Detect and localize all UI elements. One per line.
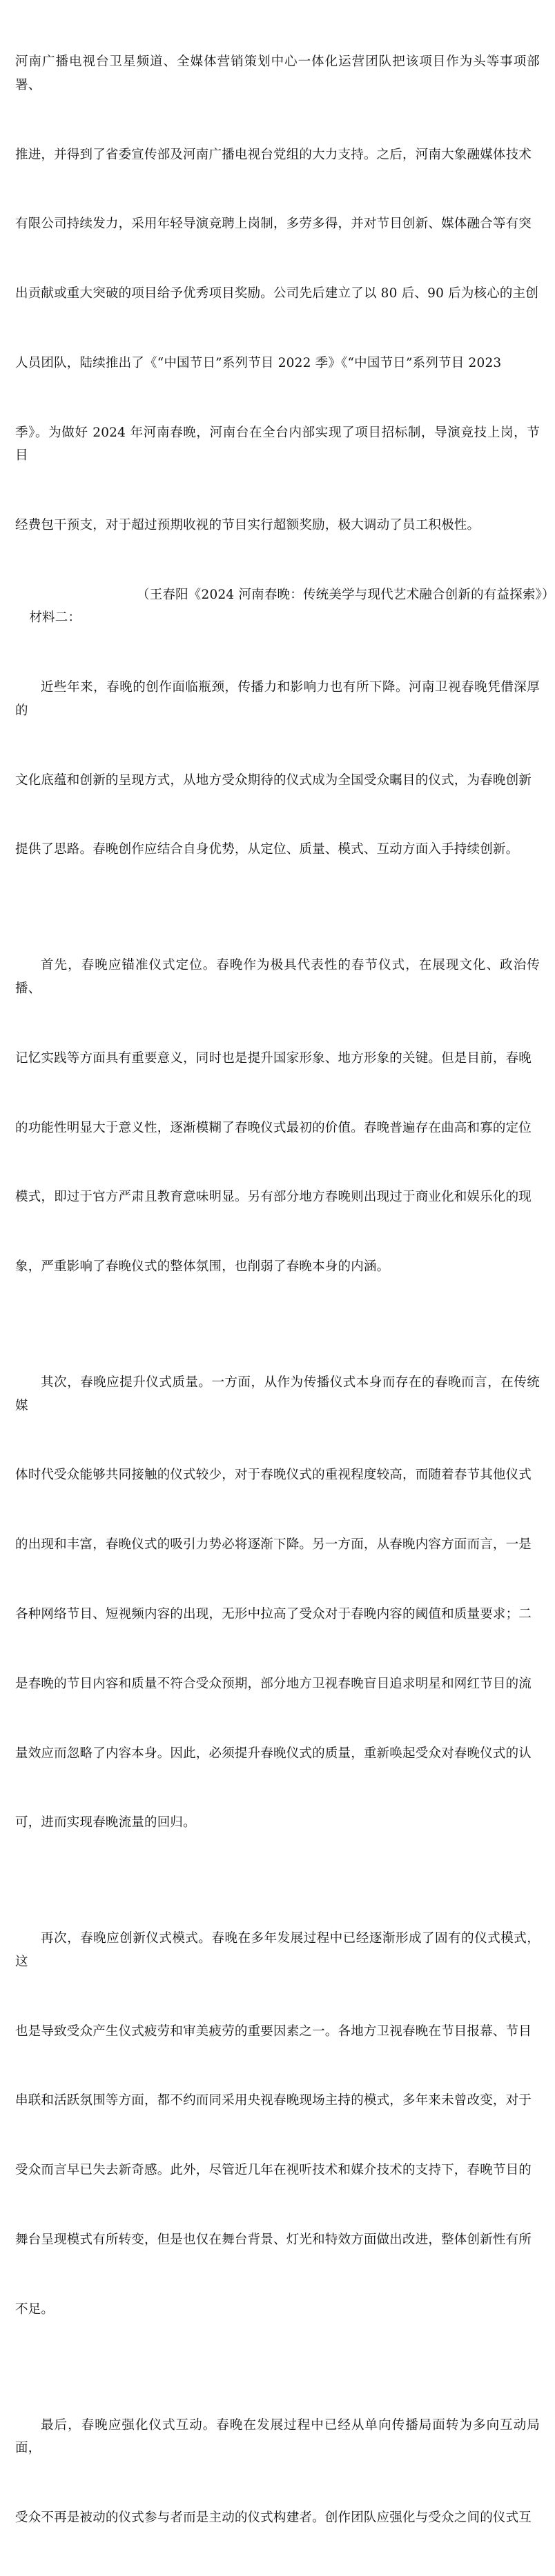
text-line: 首先，春晚应锚准仪式定位。春晚作为极具代表性的春节仪式，在展现文化、政治传播、 bbox=[15, 958, 540, 996]
text-line: 量效应而忽略了内容本身。因此，必须提升春晚仪式的质量，重新唤起受众对春晚仪式的认 bbox=[15, 1746, 532, 1761]
text-line: 文化底蕴和创新的呈现方式，从地方受众期待的仪式成为全国受众瞩目的仪式，为春晚创新 bbox=[15, 772, 532, 788]
material-heading: 材料二： bbox=[29, 610, 81, 626]
text-line: 受众不再是被动的仪式参与者而是主动的仪式构建者。创作团队应强化与受众之间的仪式互 bbox=[15, 2510, 532, 2526]
text-line: 模式，即过于官方严肃且教育意味明显。另有部分地方春晚则出现过于商业化和娱乐化的现 bbox=[15, 1190, 532, 1205]
text-line: 舞台呈现模式有所转变，但是也仅在舞台背景、灯光和特效方面做出改进，整体创新性有所 bbox=[15, 2233, 532, 2247]
text-line: 串联和活跃氛围等方面，都不约而同采用央视春晚现场主持的模式，多年来未曾改变，对于 bbox=[15, 2093, 532, 2108]
text-line: 不足。 bbox=[15, 2302, 55, 2317]
text-line: 受众而言早已失去新奇感。此外，尽管近几年在视听技术和媒介技术的支持下，春晚节目的 bbox=[15, 2163, 532, 2178]
text-line: 再次，春晚应创新仪式模式。春晚在多年发展过程中已经逐渐形成了固有的仪式模式，这 bbox=[15, 1931, 540, 1969]
text-line: 提供了思路。春晚创作应结合自身优势，从定位、质量、模式、互动方面入手持续创新。 bbox=[15, 842, 519, 857]
paragraph-quality bbox=[15, 1325, 540, 1881]
paragraph-continuation bbox=[15, 4, 540, 583]
text-line: 记忆实践等方面具有重要意义，同时也是提升国家形象、地方形象的关键。但是目前，春晚 bbox=[15, 1050, 532, 1066]
text-line: 其次，春晚应提升仪式质量。一方面，从作为传播仪式本身而存在的春晚而言，在传统媒 bbox=[15, 1375, 540, 1413]
paragraph-interaction bbox=[15, 2368, 540, 2576]
text-line: 最后，春晚应强化仪式互动。春晚在发展过程中已经从单向传播局面转为多向互动局面， bbox=[15, 2417, 540, 2456]
text-line: 各种网络节目、短视频内容的出现，无形中拉高了受众对于春晚内容的阈值和质量要求；二 bbox=[15, 1606, 532, 1621]
text-line: 出贡献或重大突破的项目给予优秀项目奖励。公司先后建立了以 80 后、90 后为核心的主创 bbox=[15, 286, 539, 301]
text-line: 经费包干预支，对于超过预期收视的节目实行超额奖励，极大调动了员工积极性。 bbox=[15, 518, 480, 533]
text-line: 近些年来，春晚的创作面临瓶颈，传播力和影响力也有所下降。河南卫视春晚凭借深厚的 bbox=[15, 680, 540, 718]
text-line: 季》。为做好 2024 年河南春晚，河南台在全台内部实现了项目招标制，导演竞技上岗，节目 bbox=[15, 425, 540, 463]
text-line: 体时代受众能够共同接触的仪式较少，对于春晚仪式的重视程度较高，而随着春节其他仪式 bbox=[15, 1468, 532, 1483]
text-line: 河南广播电视台卫星频道、全媒体营销策划中心一体化运营团队把该项目作为头等事项部署、 bbox=[15, 54, 540, 92]
document-page bbox=[15, 4, 555, 2576]
source-citation: （王春阳《2024 河南春晚：传统美学与现代艺术融合创新的有益探索》） bbox=[137, 587, 555, 602]
text-line: 象，严重影响了春晚仪式的整体氛围，也削弱了春晚本身的内涵。 bbox=[15, 1259, 390, 1275]
paragraph-positioning bbox=[15, 908, 540, 1325]
text-line: 可，进而实现春晚流量的回归。 bbox=[15, 1815, 196, 1830]
text-line: 推进，并得到了省委宣传部及河南广播电视台党组的大力支持。之后，河南大象融媒体技术 bbox=[15, 147, 532, 162]
paragraph-intro bbox=[15, 630, 540, 908]
paragraph-mode bbox=[15, 1881, 540, 2367]
text-line: 有限公司持续发力，采用年轻导演竞聘上岗制，多劳多得，并对节目创新、媒体融合等有突 bbox=[15, 217, 532, 232]
text-line: 的功能性明显大于意义性，逐渐模糊了春晚仪式最初的价值。春晚普遍存在曲高和寡的定位 bbox=[15, 1120, 532, 1135]
text-line: 的出现和丰富，春晚仪式的吸引力势必将逐渐下降。另一方面，从春晚内容方面而言，一是 bbox=[15, 1537, 532, 1552]
text-line: 人员团队，陆续推出了《“中国节日”系列节目 2022 季》《“中国节日”系列节目 2023 bbox=[15, 355, 502, 370]
text-line: 是春晚的节目内容和质量不符合受众预期，部分地方卫视春晚盲目追求明星和网红节目的流 bbox=[15, 1676, 532, 1691]
text-line: 也是导致受众产生仪式疲劳和审美疲劳的重要因素之一。各地方卫视春晚在节目报幕、节目 bbox=[15, 2024, 532, 2039]
